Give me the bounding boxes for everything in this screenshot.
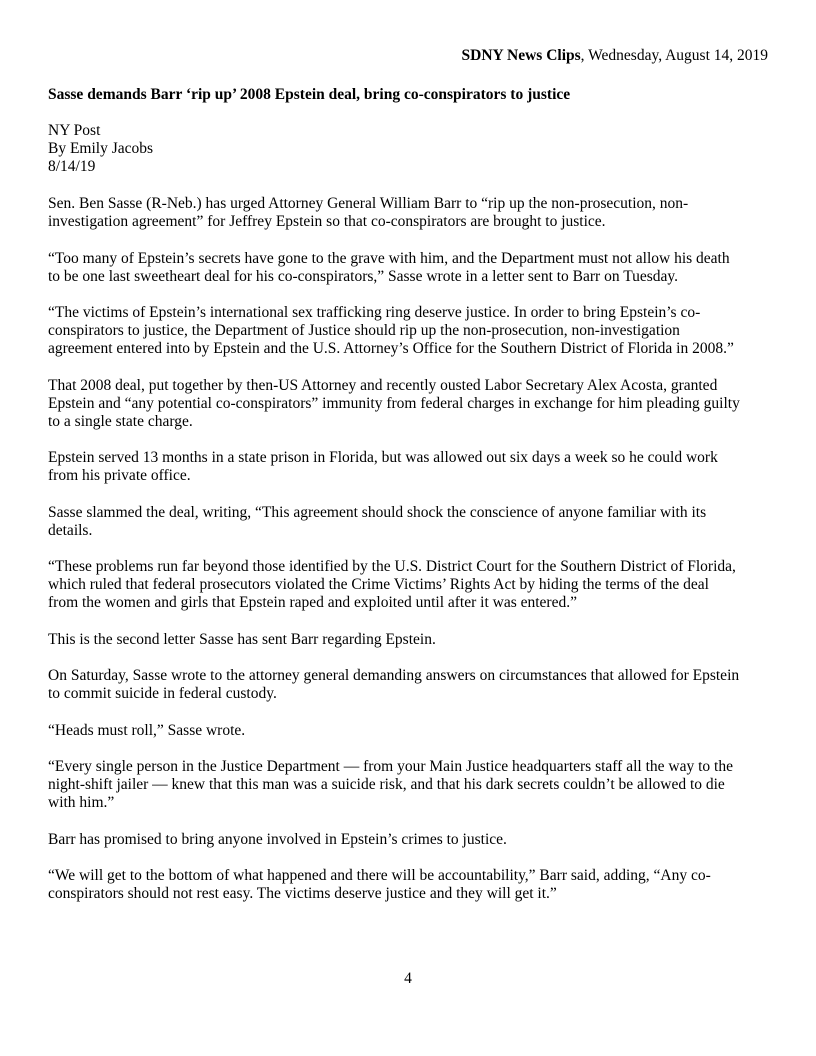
paragraph: On Saturday, Sasse wrote to the attorney general demanding answers on circumstances that allowed for Epstein to commit suicide in federal custody. [48, 667, 740, 702]
paragraph: Barr has promised to bring anyone involved in Epstein’s crimes to justice. [48, 830, 507, 848]
article-body [48, 195, 770, 922]
article-date: 8/14/19 [48, 158, 96, 175]
paragraph: “Heads must roll,” Sasse wrote. [48, 721, 246, 739]
article-byline: By Emily Jacobs [48, 140, 154, 157]
publication-name: SDNY News Clips [461, 47, 581, 64]
header-date: , Wednesday, August 14, 2019 [580, 47, 768, 64]
paragraph: “The victims of Epstein’s international sex trafficking ring deserve justice. In order to bring Epstein’s co- conspirators to justice, the Department of Justice should rip up the non-prosecution, non-investigation agreement entered into by Epstein and the U.S. Attorney’s Office for the Southern District of Florida in 2008.” [48, 304, 734, 357]
article-headline: Sasse demands Barr ‘rip up’ 2008 Epstein deal, bring co-conspirators to justice [48, 86, 571, 103]
article-source: NY Post [48, 122, 101, 139]
paragraph: This is the second letter Sasse has sent Barr regarding Epstein. [48, 630, 436, 648]
paragraph: “We will get to the bottom of what happened and there will be accountability,” Barr said, adding, “Any co- conspirators should not rest easy. The victims deserve justice and they will get it.” [48, 867, 711, 902]
paragraph: “Too many of Epstein’s secrets have gone to the grave with him, and the Department must not allow his death to be one last sweetheart deal for his co-conspirators,” Sasse wrote in a letter sent to Barr on Tuesday. [48, 249, 730, 285]
page-number: 4 [404, 970, 412, 987]
paragraph: “These problems run far beyond those identified by the U.S. District Court for the Southern District of Florida, which ruled that federal prosecutors violated the Crime Victims’ Rights Act by hiding the terms of the deal from the women and girls that Epstein raped and exploited until after it was entered.” [48, 558, 736, 611]
paragraph: That 2008 deal, put together by then-US Attorney and recently ousted Labor Secretary Alex Acosta, granted Epstein and “any potential co-conspirators” immunity from federal charges in exchange for him pleading guilty to a single state charge. [48, 376, 740, 430]
paragraph: Sasse slammed the deal, writing, “This agreement should shock the conscience of anyone familiar with its details. [48, 503, 707, 539]
page-header [462, 47, 768, 65]
paragraph: Epstein served 13 months in a state prison in Florida, but was allowed out six days a week so he could work from his private office. [48, 449, 718, 484]
article-meta [48, 122, 153, 176]
paragraph: Sen. Ben Sasse (R-Neb.) has urged Attorney General William Barr to “rip up the non-prosecution, non- investigation agreement” for Jeffrey Epstein so that co-conspirators are brought to justice. [48, 195, 689, 230]
paragraph: “Every single person in the Justice Department — from your Main Justice headquarters staff all the way to the night-shift jailer — knew that this man was a suicide risk, and that his dark secrets couldn’t be allowed to die with him.” [48, 758, 733, 811]
